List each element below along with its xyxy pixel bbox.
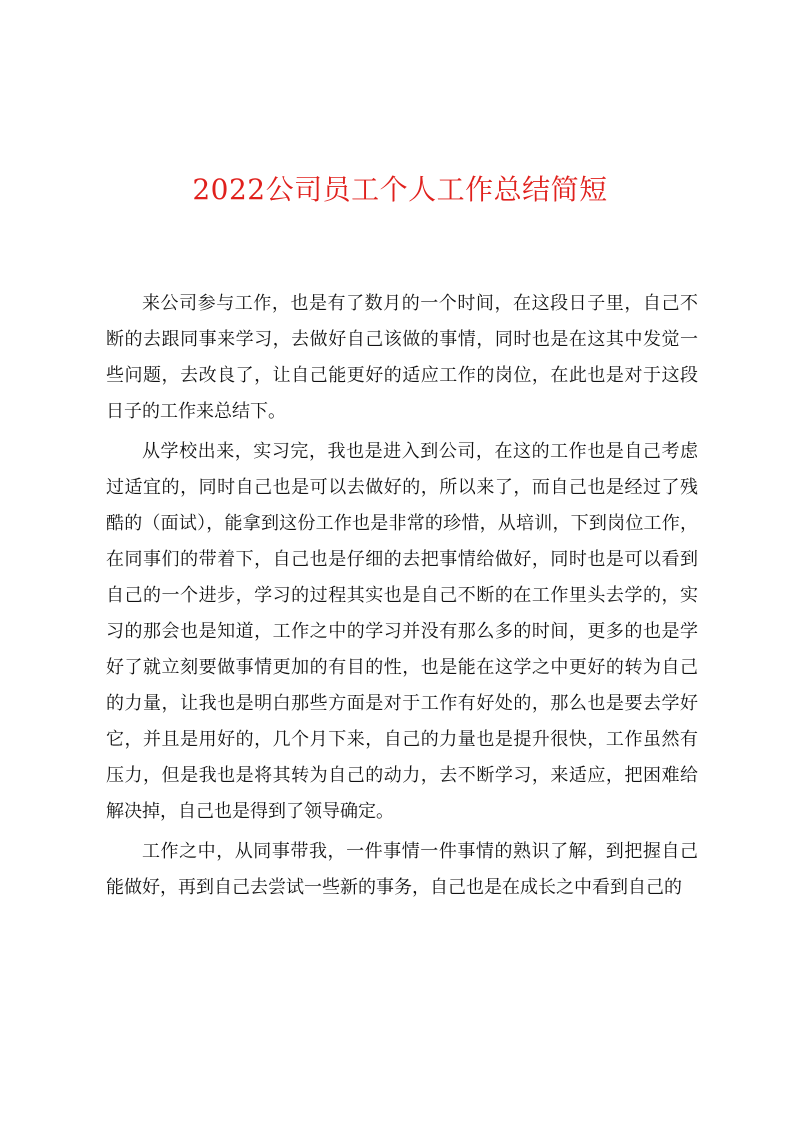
- paragraph-1: 来公司参与工作，也是有了数月的一个时间，在这段日子里，自己不断的去跟同事来学习，去做好自己该做的事情，同时也是在这其中发觉一些问题，去改良了，让自己能更好的适应工作的岗位，在此也是对于这段日子的工作来总结下。: [106, 293, 698, 422]
- document-title: 2022公司员工个人工作总结简短: [192, 173, 608, 206]
- paragraph-2: 从学校出来，实习完，我也是进入到公司，在这的工作也是自己考虑过适宜的，同时自己也是可以去做好的，所以来了，而自己也是经过了残酷的（面试），能拿到这份工作也是非常的珍惜，从培训，下到岗位工作，在同事们的带着下，自己也是仔细的去把事情给做好，同时也是可以看到自己的一个进步，学习的过程其实也是自己不断的在工作里头去学的，实习的那会也是知道，工作之中的学习并没有那么多的时间，更多的也是学好了就立刻要做事情更加的有目的性，也是能在这学之中更好的转为自己的力量，让我也是明白那些方面是对于工作有好处的，那么也是要去学好它，并且是用好的，几个月下来，自己的力量也是提升很快，工作虽然有压力，但是我也是将其转为自己的动力，去不断学习，来适应，把困难给解决掉，自己也是得到了领导确定。: [106, 441, 698, 822]
- paragraph-3: 工作之中，从同事带我，一件事情一件事情的熟识了解，到把握自己能做好，再到自己去尝试一些新的事务，自己也是在成长之中看到自己的: [106, 841, 698, 898]
- document-body: [106, 286, 698, 910]
